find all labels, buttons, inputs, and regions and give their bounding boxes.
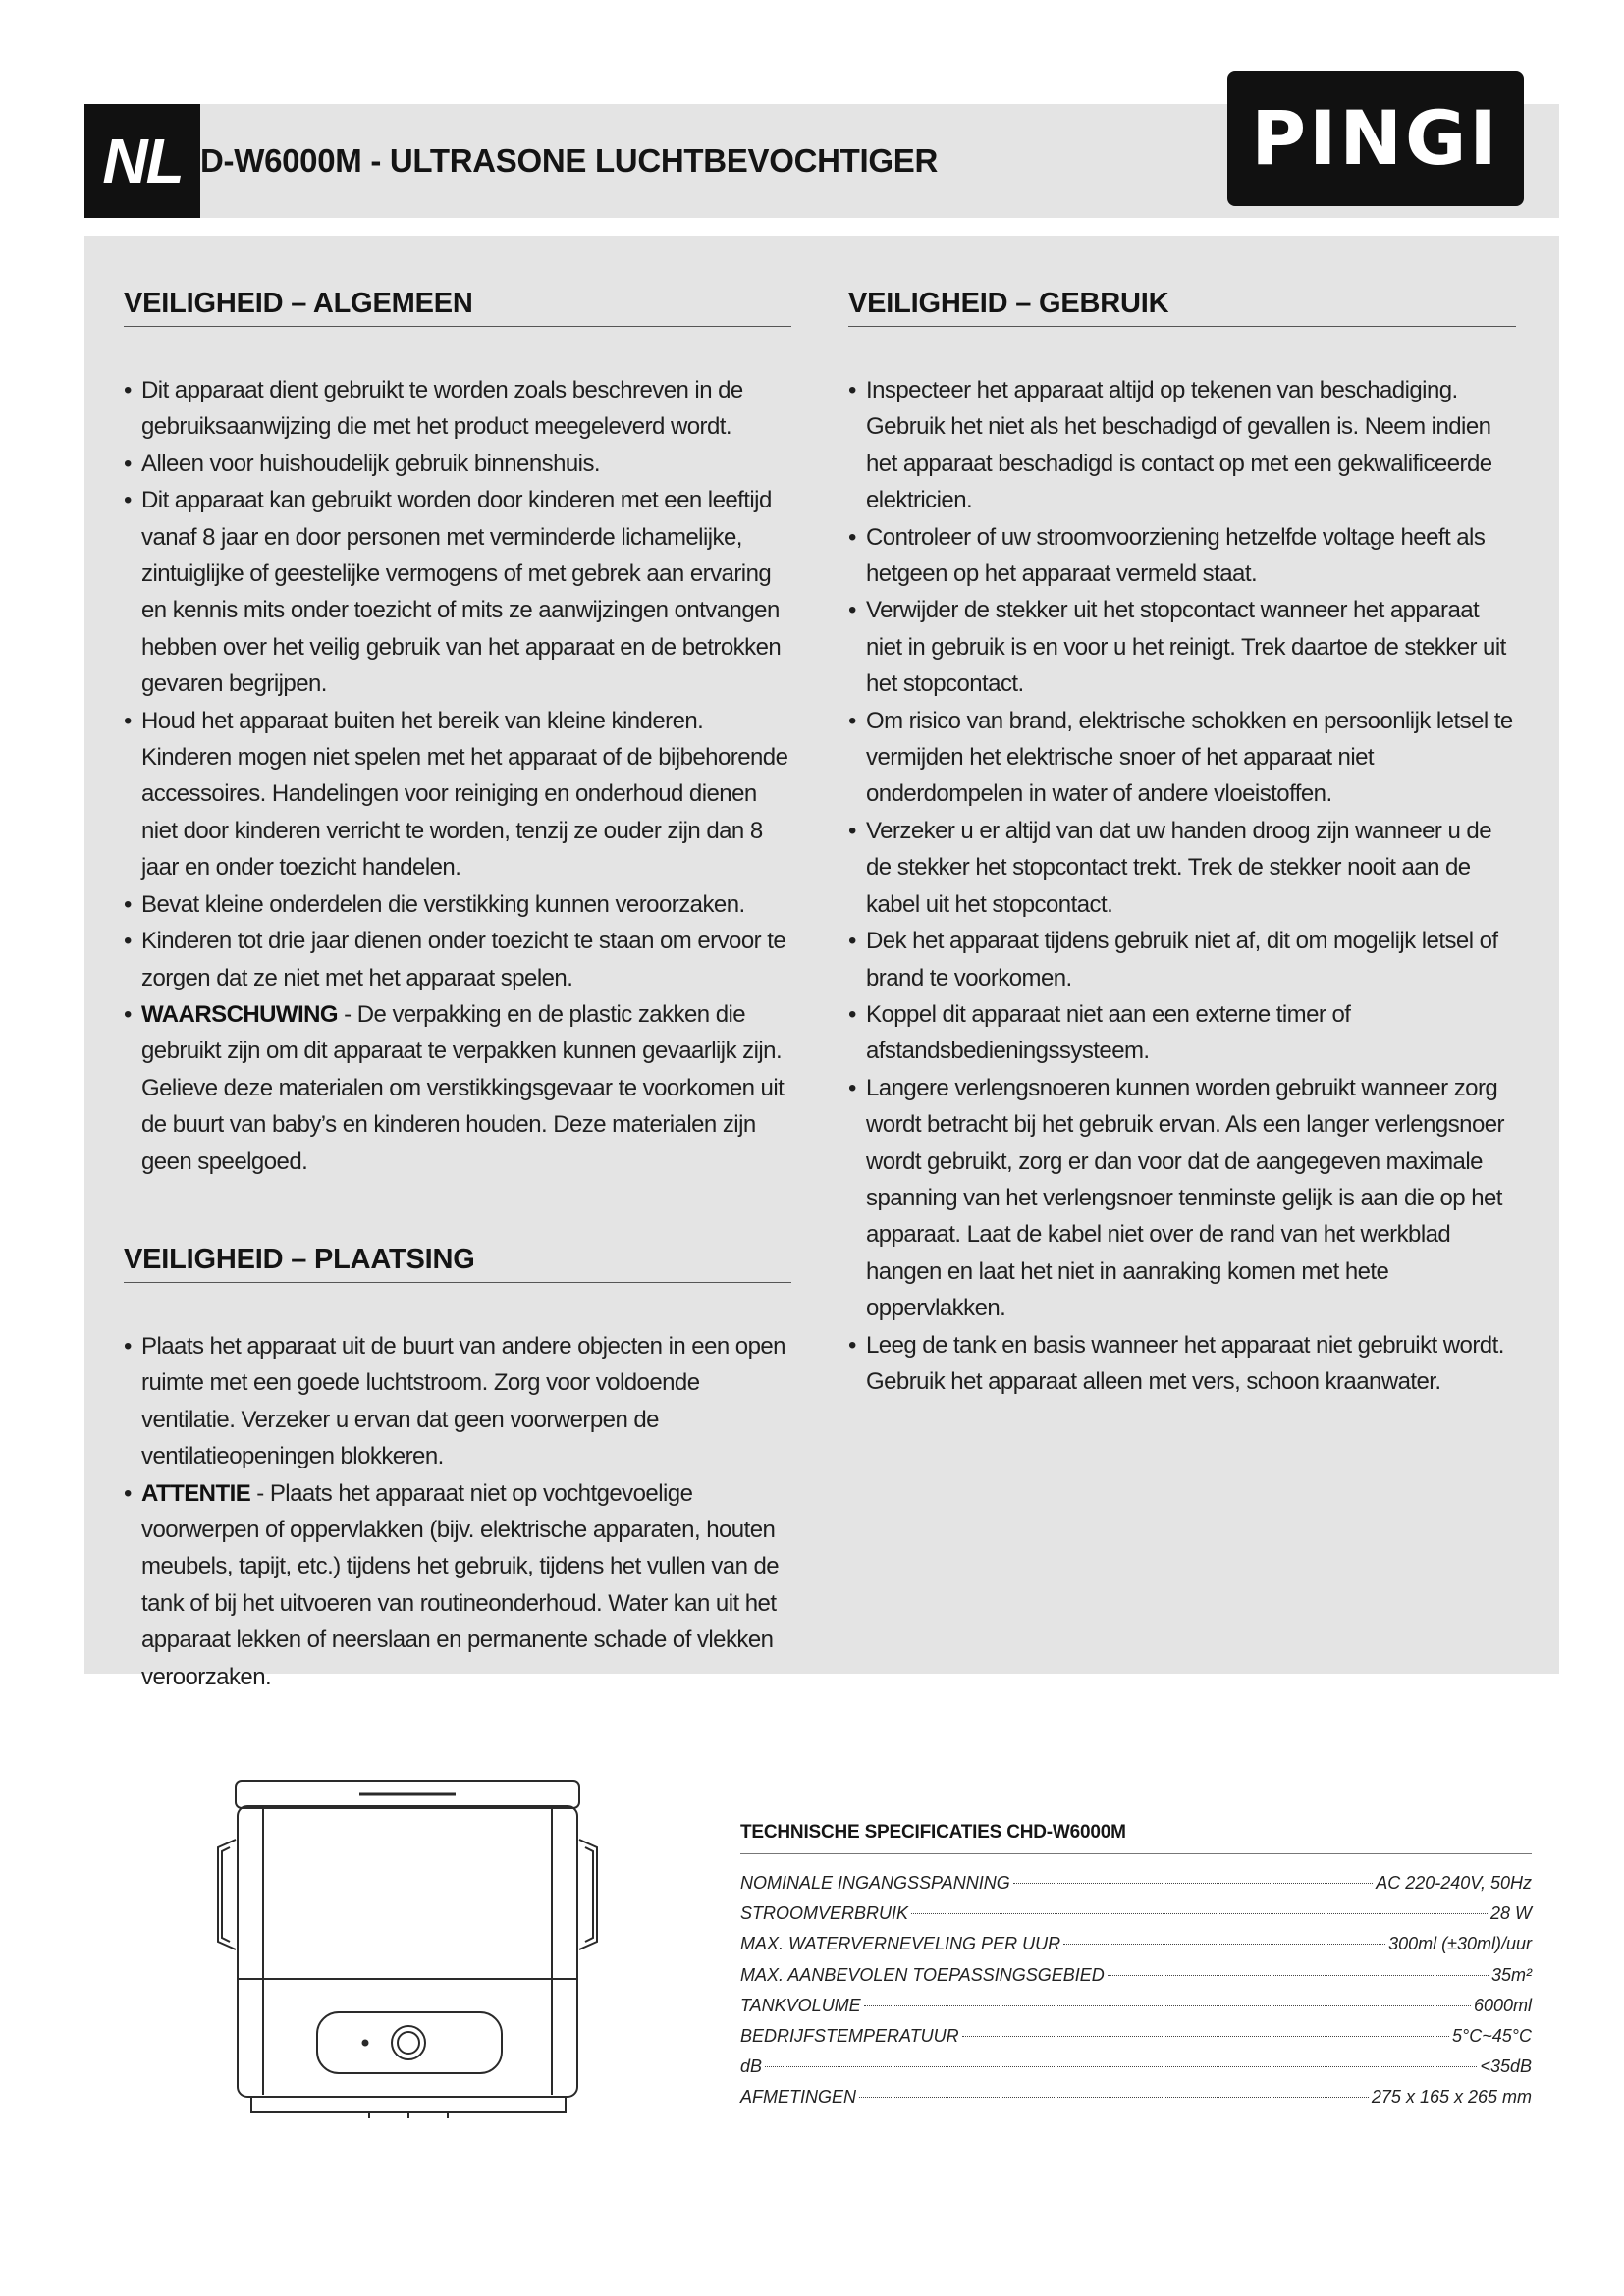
list-item — [848, 519, 1516, 593]
list-item-text: Leeg de tank en basis wanneer het apparaat niet gebruikt wordt. Gebruik het apparaat alleen met vers, schoon kraanwater. — [866, 1331, 1504, 1395]
spec-row — [740, 1929, 1532, 1959]
spec-value: 28 W — [1489, 1903, 1532, 1924]
brand-logo: PINGI — [1227, 71, 1524, 206]
placement-safety-list — [124, 1328, 791, 1695]
spec-value: 35m² — [1490, 1964, 1532, 1985]
left-handle — [218, 1840, 236, 1949]
list-item-text: Houd het apparaat buiten het bereik van kleine kinderen. Kinderen mogen niet spelen met het apparaat of de bijbehorende accessoires. Handelingen voor reiniging en onderhoud dienen niet door kinderen verricht te worden, tenzij ze ouder zijn dan 8 jaar en onder toezicht handelen. — [141, 707, 788, 881]
list-item — [848, 923, 1516, 996]
list-item — [848, 592, 1516, 702]
list-item — [124, 372, 791, 446]
spec-row — [740, 1991, 1532, 2021]
right-column — [848, 285, 1516, 1400]
spec-label: TANKVOLUME — [740, 1995, 861, 2015]
warning-label: WAARSCHUWING — [141, 1000, 339, 1028]
base-foot — [251, 2097, 566, 2112]
dot-leader — [859, 2097, 1369, 2098]
list-item — [848, 1070, 1516, 1327]
page-title: D-W6000M - ULTRASONE LUCHTBEVOCHTIGER — [200, 142, 938, 179]
list-item — [848, 813, 1516, 923]
spec-title: TECHNISCHE SPECIFICATIES CHD-W6000M — [740, 1822, 1532, 1854]
list-item — [848, 703, 1516, 813]
list-item-text: Controleer of uw stroomvoorziening hetzelfde voltage heeft als hetgeen op het apparaat vermeld staat. — [866, 523, 1486, 588]
list-item-text: Koppel dit apparaat niet aan een externe timer of afstandsbedieningssysteem. — [866, 1000, 1351, 1065]
warning-label: ATTENTIE — [141, 1479, 251, 1507]
list-item-text: Dit apparaat dient gebruikt te worden zoals beschreven in de gebruiksaanwijzing die met het product meegeleverd wordt. — [141, 377, 743, 441]
right-handle — [579, 1840, 597, 1949]
section-title-general: VEILIGHEID – ALGEMEEN — [124, 285, 791, 327]
list-item — [124, 1328, 791, 1475]
spec-row — [740, 1960, 1532, 1991]
list-item-text: Verwijder de stekker uit het stopcontact wanneer het apparaat niet in gebruik is en voor u het reinigt. Trek daartoe de stekker uit het stopcontact. — [866, 597, 1506, 698]
spec-rows — [740, 1868, 1532, 2113]
spec-label: STROOMVERBRUIK — [740, 1903, 909, 1924]
general-safety-list — [124, 372, 791, 1180]
list-item-text: - De verpakking en de plastic zakken die gebruikt zijn om dit apparaat te verpakken kunnen gevaarlijk zijn. Gelieve deze materialen om verstikkingsgevaar te voorkomen uit de buurt van baby’s en kinderen houden. Deze materialen zijn geen speelgoed. — [141, 1000, 785, 1175]
spec-label: NOMINALE INGANGSSPANNING — [740, 1873, 1010, 1893]
spec-row — [740, 1898, 1532, 1929]
indicator-light-icon — [363, 2041, 368, 2046]
spec-row — [740, 2052, 1532, 2082]
section-title-usage: VEILIGHEID – GEBRUIK — [848, 285, 1516, 327]
spec-value: 275 x 165 x 265 mm — [1371, 2087, 1532, 2108]
list-item — [124, 996, 791, 1180]
section-title-placement: VEILIGHEID – PLAATSING — [124, 1241, 791, 1283]
spec-row — [740, 1868, 1532, 1898]
list-item — [124, 923, 791, 996]
list-item-text: Verzeker u er altijd van dat uw handen droog zijn wanneer u de de stekker het stopcontact trekt. Trek de stekker nooit aan de kabel uit het stopcontact. — [866, 817, 1491, 918]
dot-leader — [1108, 1975, 1489, 1976]
spec-value: <35dB — [1480, 2056, 1532, 2077]
language-badge: NL — [84, 104, 200, 218]
humidifier-illustration — [212, 1777, 603, 2140]
spec-value: AC 220-240V, 50Hz — [1376, 1873, 1532, 1893]
spec-label: MAX. WATERVERNEVELING PER UUR — [740, 1934, 1061, 1954]
spec-value: 5°C~45°C — [1452, 2026, 1532, 2047]
spec-label: BEDRIJFSTEMPERATUUR — [740, 2026, 959, 2047]
list-item — [848, 996, 1516, 1070]
list-item-text: Dit apparaat kan gebruikt worden door kinderen met een leeftijd vanaf 8 jaar en door personen met verminderde lichamelijke, zintuiglijke of geestelijke vermogens of met gebrek aan ervaring en kennis mits onder toezicht of mits ze aanwijzingen ontvangen hebben over het veilig gebruik van het apparaat en de betrokken gevaren begrijpen. — [141, 487, 782, 698]
spec-value: 300ml (±30ml)/uur — [1388, 1934, 1532, 1954]
list-item — [124, 1475, 791, 1695]
list-item — [848, 372, 1516, 519]
left-handle-inner — [222, 1847, 230, 1942]
spec-row — [740, 2082, 1532, 2112]
dot-leader — [765, 2066, 1477, 2067]
dot-leader — [1013, 1883, 1374, 1884]
spec-row — [740, 2021, 1532, 2052]
specifications-table — [740, 1822, 1532, 2113]
control-knob-inner — [398, 2032, 419, 2054]
list-item — [124, 703, 791, 886]
list-item — [124, 446, 791, 482]
list-item-text: Kinderen tot drie jaar dienen onder toezicht te staan om ervoor te zorgen dat ze niet met het apparaat spelen. — [141, 928, 786, 991]
left-column — [124, 285, 791, 1695]
list-item-text: Om risico van brand, elektrische schokken en persoonlijk letsel te vermijden het elektrische snoer of het apparaat niet onderdompelen in water of andere vloeistoffen. — [866, 707, 1513, 808]
right-handle-inner — [585, 1847, 593, 1942]
spec-value: 6000ml — [1473, 1995, 1532, 2015]
control-panel — [317, 2012, 502, 2073]
dot-leader — [962, 2036, 1449, 2037]
spec-label: MAX. AANBEVOLEN TOEPASSINGSGEBIED — [740, 1964, 1105, 1985]
list-item-text: Alleen voor huishoudelijk gebruik binnenshuis. — [141, 450, 601, 477]
list-item-text: Bevat kleine onderdelen die verstikking kunnen veroorzaken. — [141, 890, 745, 918]
spec-label: AFMETINGEN — [740, 2087, 857, 2108]
usage-safety-list — [848, 372, 1516, 1400]
list-item — [124, 482, 791, 702]
list-item-text: Plaats het apparaat uit de buurt van andere objecten in een open ruimte met een goede luchtstroom. Zorg voor voldoende ventilatie. Verzeker u ervan dat geen voorwerpen de ventilatieopeningen blokkeren. — [141, 1332, 785, 1470]
dot-leader — [911, 1913, 1488, 1914]
list-item — [124, 886, 791, 923]
list-item — [848, 1327, 1516, 1401]
spec-label: dB — [740, 2056, 763, 2077]
list-item-text: Dek het apparaat tijdens gebruik niet af, dit om mogelijk letsel of brand te voorkomen. — [866, 928, 1498, 991]
dot-leader — [864, 2005, 1471, 2006]
list-item-text: Langere verlengsnoeren kunnen worden gebruikt wanneer zorg wordt betracht bij het gebruik ervan. Als een langer verlengsnoer wordt gebruikt, zorg er dan voor dat de aangegeven maximale spanning van het verlengsnoer tenminste gelijk is aan die op het apparaat. Laat de kabel niet over de rand van het werkblad hangen en laat het niet in aanraking komen met hete oppervlakken. — [866, 1074, 1504, 1322]
list-item-text: Inspecteer het apparaat altijd op tekenen van beschadiging. Gebruik het niet als het beschadigd of gevallen is. Neem indien het apparaat beschadigd is contact op met een gekwalificeerde elektricien. — [866, 377, 1492, 514]
list-item-text: - Plaats het apparaat niet op vochtgevoelige voorwerpen of oppervlakken (bijv. elektrische apparaten, houten meubels, tapijt, etc.) tijdens het gebruik, tijdens het vullen van de tank of bij het uitvoeren van routineonderhoud. Water kan uit het apparaat lekken of neerslaan en permanente schade of vlekken veroorzaken. — [141, 1479, 780, 1690]
dot-leader — [1063, 1944, 1385, 1945]
